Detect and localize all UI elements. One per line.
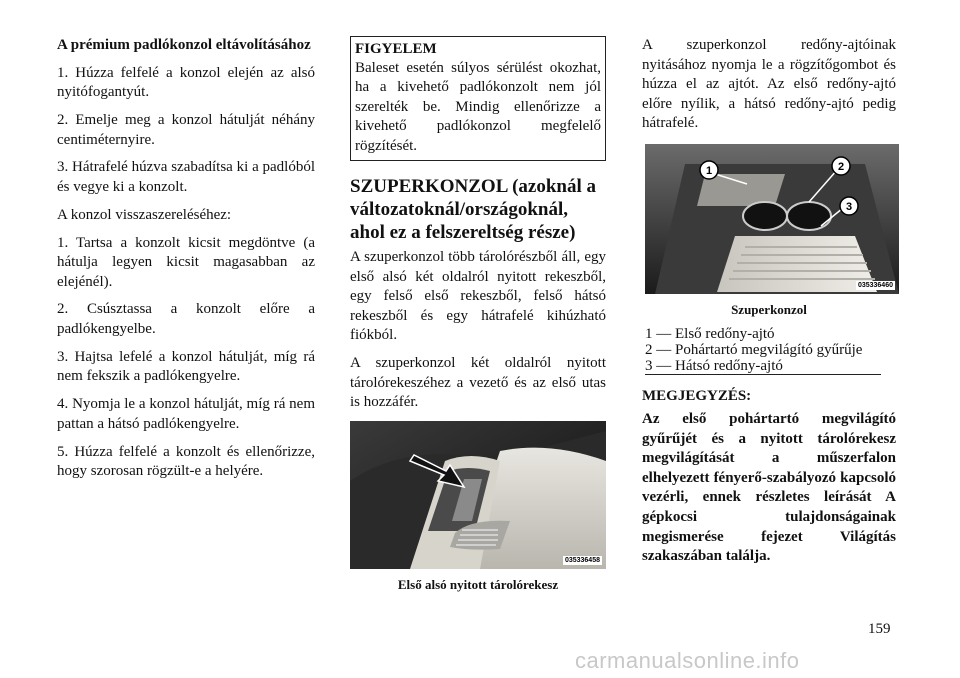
callout-3 [840, 197, 858, 215]
image-code: 035336460 [857, 281, 893, 289]
front-bin-photo [350, 421, 606, 569]
legend-item: 1 — Első redőny-ajtó [645, 325, 775, 342]
roll-door-intro: A szuperkonzol redőny-ajtóinak nyitásához nyomja le a rögzítőgombot és húzza el az ajtót. Az első redőny-ajtó előre nyílik, a hátsó redőny-ajtó pedig hátrafelé. [642, 37, 896, 132]
svg-text:1: 1 [705, 164, 713, 177]
legend-item: 2 — Pohártartó megvilágító gyűrűje [645, 341, 863, 358]
legend-item: 3 — Hátsó redőny-ajtó [645, 357, 783, 374]
superconsole-photo [645, 144, 899, 294]
note-title: MEGJEGYZÉS: [642, 387, 752, 404]
note-box [642, 410, 896, 567]
middle-column [350, 36, 606, 593]
reinstall-step-4: 4. Nyomja le a konzol hátulját, míg rá nem pattan a hátsó padlókengyelre. [57, 396, 315, 432]
step-3: 3. Hátrafelé húzva szabadítsa ki a padlóból és vegye ki a konzolt. [57, 159, 315, 195]
superconsole-desc: A szuperkonzol több tárolórészből áll, egy első alsó két oldalról nyitott rekeszből, egy felső első rekeszből, felső hátsó rekeszből és egy hátrafelé kihúzható fiókból. [350, 249, 606, 344]
removal-heading: A prémium padlókonzol eltávolításához [57, 37, 311, 53]
callout-legend [645, 326, 896, 374]
step-2: 2. Emelje meg a konzol hátulját néhány centiméternyire. [57, 111, 315, 148]
front-bin-illustration [350, 421, 606, 569]
svg-text:2: 2 [837, 160, 845, 173]
side-access-desc: A szuperkonzol két oldalról nyitott tárolórekeszéhez a vezető és az első utas is hozzáfér. [350, 355, 606, 411]
callout-2 [832, 157, 850, 175]
warning-box [350, 36, 606, 161]
callout-1 [700, 161, 718, 179]
page-number: 159 [868, 621, 891, 637]
reinstall-step-1: 1. Tartsa a konzolt kicsit megdöntve (a hátulja legyen kicsit magasabban az elejénél). [57, 234, 315, 290]
reinstall-step-3: 3. Hajtsa lefelé a konzol hátulját, míg rá nem fekszik a padlókengyelre. [57, 348, 315, 385]
reinstall-step-5: 5. Húzza felfelé a konzolt és ellenőrizze, hogy szorosan rögzült-e a helyére. [57, 443, 315, 480]
left-column [57, 36, 315, 490]
reinstall-intro: A konzol visszaszereléséhez: [57, 206, 232, 223]
legend-divider [645, 374, 881, 375]
warning-text: Baleset esetén súlyos sérülést okozhat, ha a kivehető padlókonzolt nem jól szerelték be. Mindig ellenőrizze a kivehető padlókonzol megfelelő rögzítését. [355, 60, 601, 154]
step-1: 1. Húzza felfelé a konzol elején az alsó nyitófogantyút. [57, 64, 315, 101]
superconsole-caption: Szuperkonzol [731, 301, 807, 317]
image-code: 035336458 [564, 556, 600, 564]
watermark: carmanualsonline.info [575, 648, 800, 673]
warning-title: FIGYELEM [355, 41, 437, 57]
right-column [642, 36, 896, 567]
section-title: SZUPERKONZOL (azoknál a változatoknál/országoknál, ahol ez a felszereltség része) [350, 176, 596, 244]
note-text: Az első pohártartó megvilágító gyűrűjét és a nyitott tárolórekesz megvilágítását a műszerfalon elhelyezett fényerő-szabályozó kapcsoló vezérli, ennek részletes leírását A gépkocsi tulajdonságainak megismerése fejezet Világítás szakaszában találja. [642, 410, 896, 565]
superconsole-illustration [645, 144, 899, 294]
svg-text:3: 3 [845, 200, 853, 213]
front-bin-caption: Első alsó nyitott tárolórekesz [397, 576, 559, 592]
reinstall-step-2: 2. Csúsztassa a konzolt előre a padlókengyelbe. [57, 301, 315, 338]
